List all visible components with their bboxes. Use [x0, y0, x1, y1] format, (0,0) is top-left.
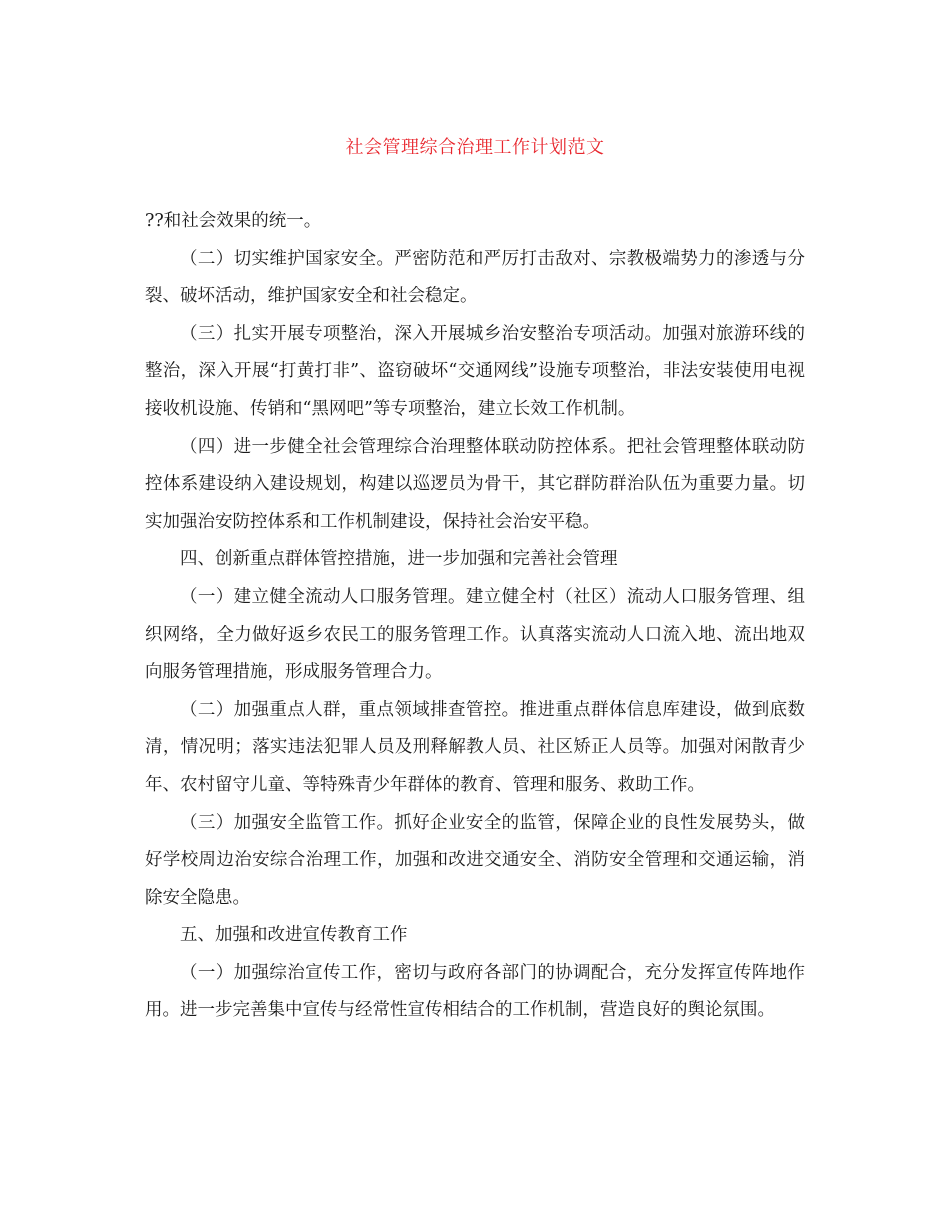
paragraph-6: （一）建立健全流动人口服务管理。建立健全村（社区）流动人口服务管理、组织网络，全力做好返乡农民工的服务管理工作。认真落实流动人口流入地、流出地双向服务管理措施，形成服务管理合力。: [145, 586, 805, 683]
section-heading-4: 四、创新重点群体管控措施，进一步加强和完善社会管理: [180, 549, 618, 570]
paragraph-1: ??和社会效果的统一。: [145, 211, 322, 231]
paragraph-2: （二）切实维护国家安全。严密防范和严厉打击敌对、宗教极端势力的渗透与分裂、破坏活动，维护国家安全和社会稳定。: [145, 248, 805, 307]
paragraph-3: （三）扎实开展专项整治，深入开展城乡治安整治专项活动。加强对旅游环线的整治，深入开展“打黄打非”、盗窃破坏“交通网线”设施专项整治，非法安装使用电视接收机设施、传销和“黑网吧”等专项整治，建立长效工作机制。: [145, 323, 805, 419]
paragraph-4: （四）进一步健全社会管理综合治理整体联动防控体系。把社会管理整体联动防控体系建设纳入建设规划，构建以巡逻员为骨干，其它群防群治队伍为重要力量。切实加强治安防控体系和工作机制建设，保持社会治安平稳。: [145, 436, 805, 532]
paragraph-10: （一）加强综治宣传工作，密切与政府各部门的协调配合，充分发挥宣传阵地作用。进一步完善集中宣传与经常性宣传相结合的工作机制，营造良好的舆论氛围。: [145, 962, 805, 1021]
section-heading-5: 五、加强和改进宣传教育工作: [180, 925, 408, 946]
document-title: 社会管理综合治理工作计划范文: [345, 137, 605, 158]
document-body: [145, 203, 805, 1030]
paragraph-7: （二）加强重点人群，重点领域排查管控。推进重点群体信息库建设，做到底数清，情况明；落实违法犯罪人员及刑释解教人员、社区矫正人员等。加强对闲散青少年、农村留守儿童、等特殊青少年群体的教育、管理和服务、救助工作。: [145, 699, 805, 795]
paragraph-8: （三）加强安全监管工作。抓好企业安全的监管，保障企业的良性发展势头，做好学校周边治安综合治理工作，加强和改进交通安全、消防安全管理和交通运输，消除安全隐患。: [145, 812, 805, 908]
